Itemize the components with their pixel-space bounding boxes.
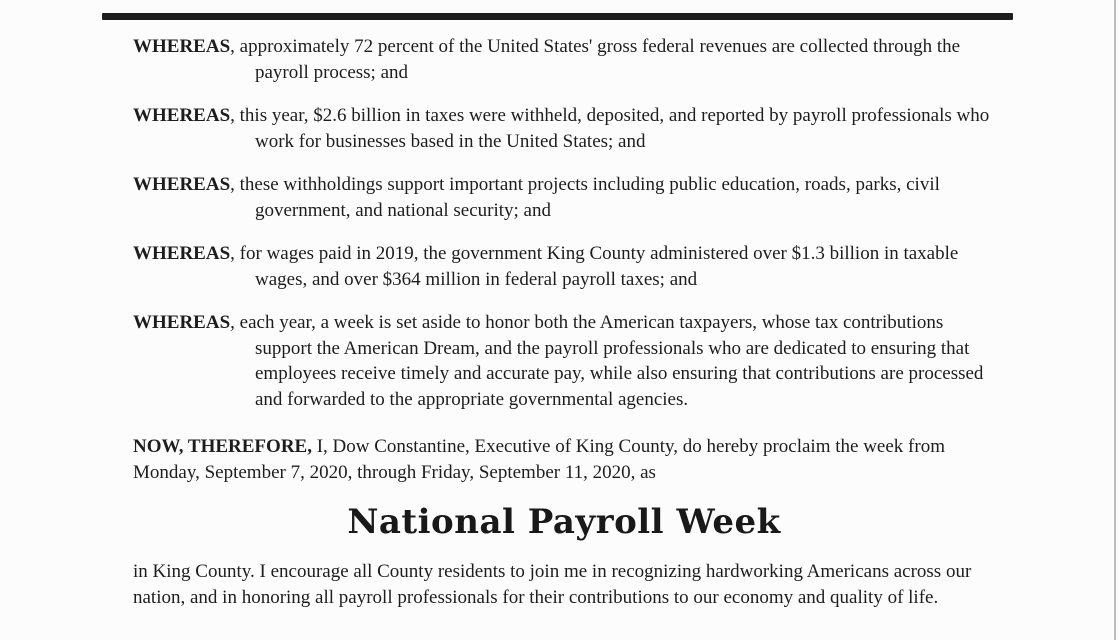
top-rule: [102, 13, 1013, 20]
whereas-label: WHEREAS: [133, 174, 231, 195]
whereas-clause: [133, 103, 995, 154]
whereas-text: , this year, $2.6 billion in taxes were withheld, deposited, and reported by payroll professionals who work for businesses based in the United States; and: [230, 105, 990, 152]
now-therefore-text: I, Dow Constantine, Executive of King County, do hereby proclaim the week from Monday, September 7, 2020, through Friday, September 11, 2020, as: [133, 436, 945, 483]
whereas-clause: [133, 34, 995, 85]
whereas-text: , each year, a week is set aside to honor both the American taxpayers, whose tax contributions support the American Dream, and the payroll professionals who are dedicated to ensuring that employees receive timely and accurate pay, while also ensuring that contributions are processed and forwarded to the appropriate governmental agencies.: [230, 312, 984, 410]
now-therefore-paragraph: [133, 434, 995, 485]
whereas-text: , for wages paid in 2019, the government King County administered over $1.3 billion in taxable wages, and over $364 million in federal payroll taxes; and: [230, 243, 959, 290]
scan-artifact-line: [1114, 0, 1116, 640]
whereas-label: WHEREAS: [133, 243, 231, 264]
whereas-clause: [133, 310, 995, 412]
whereas-text: , these withholdings support important projects including public education, roads, parks, civil government, and national security; and: [230, 174, 940, 221]
closing-paragraph: in King County. I encourage all County residents to join me in recognizing hardworking Americans across our nation, and in honoring all payroll professionals for their contributions to our economy and quality of life.: [133, 561, 972, 608]
whereas-label: WHEREAS: [133, 36, 231, 57]
whereas-text: , approximately 72 percent of the United States' gross federal revenues are collected through the payroll process; and: [230, 36, 961, 83]
whereas-label: WHEREAS: [133, 105, 231, 126]
whereas-clause: [133, 241, 995, 292]
whereas-label: WHEREAS: [133, 312, 231, 333]
proclamation-document: [133, 34, 995, 610]
proclamation-title: National Payroll Week: [347, 502, 781, 542]
now-therefore-label: NOW, THEREFORE,: [133, 436, 312, 457]
whereas-clause: [133, 172, 995, 223]
